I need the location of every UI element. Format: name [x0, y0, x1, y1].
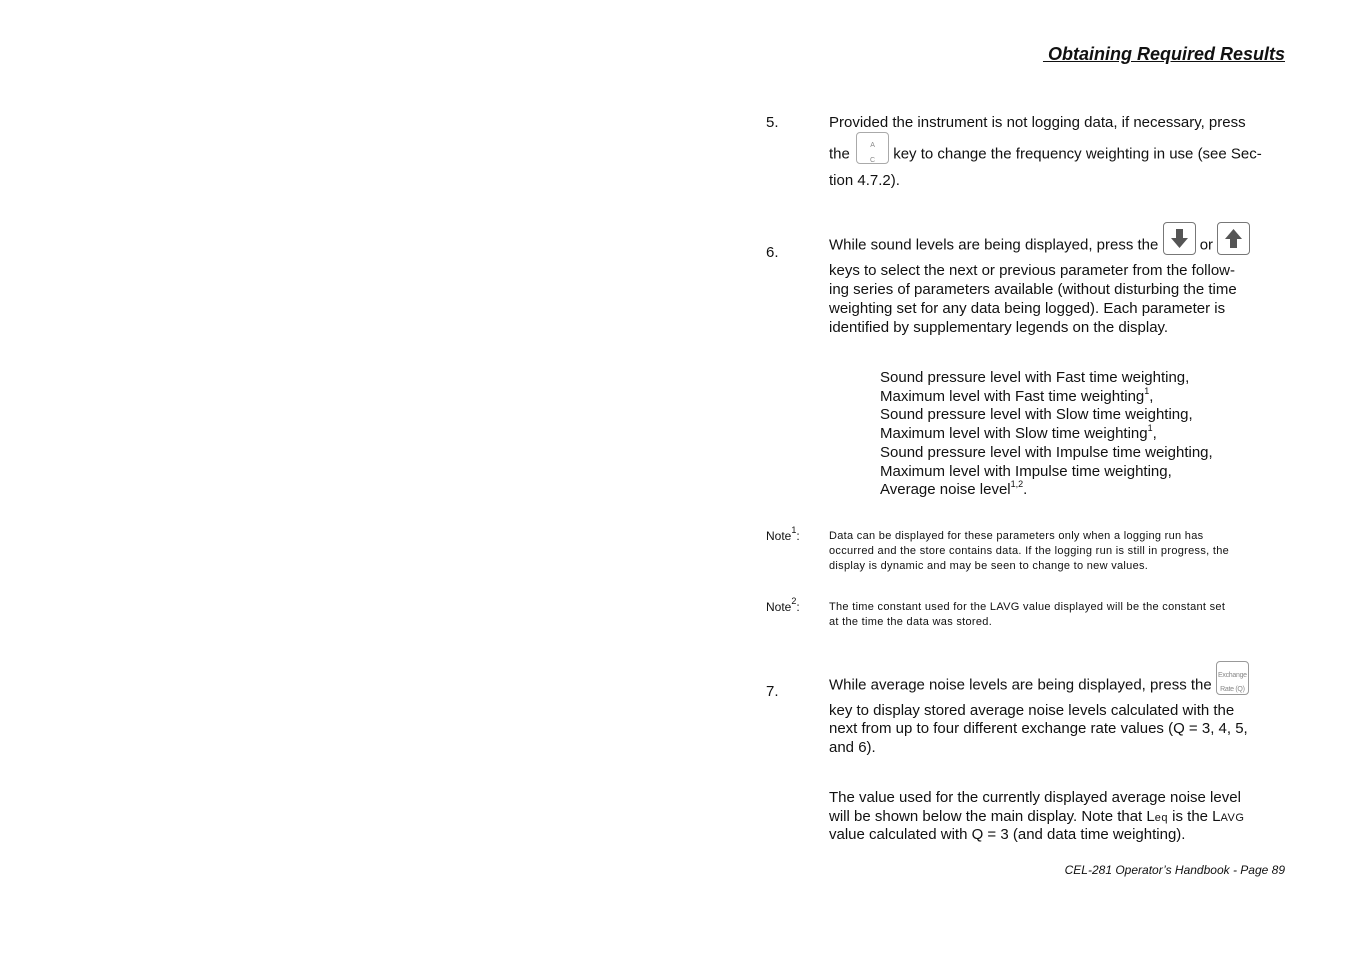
item-7-line-1: While average noise levels are being displayed, press the Exchange Rate (Q)	[829, 661, 1289, 695]
item-7-number: 7.	[766, 683, 779, 700]
page-title: Obtaining Required Results	[1042, 44, 1285, 64]
key-label-exchange: Exchange	[1218, 672, 1247, 679]
item-7-para-line-3: value calculated with Q = 3 (and data time weighting).	[829, 826, 1186, 843]
note-1-text: Data can be displayed for these parameters only when a logging run has occurred and the store contains data. If the logging run is still in progress, the display is dynamic and may be seen to change to new values.	[829, 530, 1230, 572]
down-arrow-key-icon	[1163, 222, 1196, 255]
key-label-a: A	[870, 142, 875, 149]
item-6-before-keys: While sound levels are being displayed, press the	[829, 236, 1163, 254]
key-label-rate: Rate (Q)	[1220, 686, 1245, 693]
parameter-item: Sound pressure level with Impulse time weighting,	[880, 443, 1213, 461]
note-2-label: Note$^2$:	[766, 596, 800, 614]
item-6-or: or	[1195, 236, 1218, 254]
page-footer: CEL-281 Operator’s Handbook - Page 89	[1064, 863, 1285, 877]
parameter-item: Maximum level with Fast time weighting$^1$,	[880, 385, 1154, 405]
item-6-number: 6.	[766, 244, 779, 261]
item-7-para-line-2: will be shown below the main display. Note that Leq is the LAVG	[829, 808, 1245, 825]
item-7-para-line-1: The value used for the currently displayed average noise level	[829, 789, 1241, 806]
item-6-line-1	[829, 222, 1289, 255]
item-5-line-2	[829, 132, 1289, 164]
item-6-line-4: weighting set for any data being logged). Each parameter is	[829, 300, 1226, 317]
parameter-item: Sound pressure level with Fast time weighting,	[880, 369, 1190, 386]
item-7-line-3: next from up to four different exchange rate values (Q = 3, 4, 5,	[829, 720, 1248, 737]
item-5-after-key: key to change the frequency weighting in use (see Sec-	[889, 145, 1262, 163]
item-6-line-2: keys to select the next or previous parameter from the follow-	[829, 262, 1236, 279]
exchange-rate-key-icon	[1216, 661, 1249, 695]
item-6-line-5: identified by supplementary legends on the display.	[829, 319, 1169, 336]
item-5-before-key: the	[829, 145, 850, 163]
note-2-text: The time constant used for the LAVG value displayed will be the constant set at the time the data was stored.	[829, 601, 1226, 628]
item-6-line-3: ing series of parameters available (without disturbing the time	[829, 281, 1237, 298]
item-5-number: 5.	[766, 114, 779, 131]
item-5-line-3: tion 4.7.2).	[829, 172, 900, 189]
up-arrow-key-icon	[1217, 222, 1250, 255]
parameter-item: Maximum level with Slow time weighting$^1$,	[880, 423, 1157, 443]
parameter-item: Maximum level with Impulse time weighting,	[880, 462, 1172, 480]
key-label-c: C	[870, 157, 876, 164]
parameter-item: Average noise level$^{1,2}$.	[880, 479, 1028, 499]
parameter-list	[880, 369, 1213, 500]
frequency-weighting-key-icon	[856, 132, 889, 164]
item-7-line-4: and 6).	[829, 739, 876, 756]
item-5-line-1: Provided the instrument is not logging data, if necessary, press	[829, 114, 1246, 131]
item-7-line-2: key to display stored average noise levels calculated with the	[829, 702, 1235, 719]
parameter-item: Sound pressure level with Slow time weighting,	[880, 406, 1193, 424]
note-1-label: Note$^1$:	[766, 525, 800, 543]
